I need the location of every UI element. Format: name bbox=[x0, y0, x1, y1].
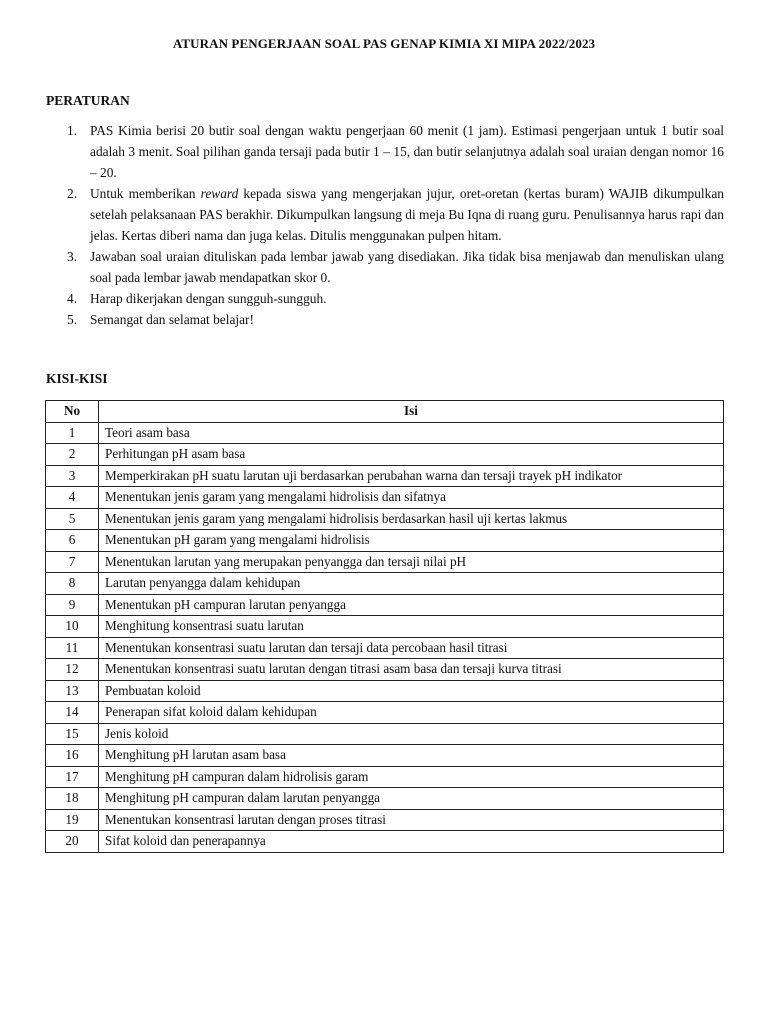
kisi-heading: KISI-KISI bbox=[46, 371, 108, 386]
row-content-cell: Menentukan jenis garam yang mengalami hidrolisis dan sifatnya bbox=[99, 487, 724, 509]
kisi-table bbox=[45, 400, 724, 853]
row-content-cell: Pembuatan koloid bbox=[99, 680, 724, 702]
row-number-cell: 5 bbox=[46, 508, 99, 530]
row-content-cell: Sifat koloid dan penerapannya bbox=[99, 831, 724, 853]
rule-text bbox=[90, 309, 724, 330]
row-content-cell: Perhitungan pH asam basa bbox=[99, 444, 724, 466]
row-number-cell: 8 bbox=[46, 573, 99, 595]
rule-text bbox=[90, 183, 724, 246]
table-row bbox=[46, 551, 724, 573]
rule-text-segment: Semangat dan selamat belajar! bbox=[90, 312, 254, 327]
rule-text bbox=[90, 120, 724, 183]
table-row bbox=[46, 616, 724, 638]
row-number-cell: 16 bbox=[46, 745, 99, 767]
table-row bbox=[46, 573, 724, 595]
table-header-row bbox=[46, 401, 724, 423]
row-content-cell: Menentukan konsentrasi suatu larutan dan tersaji data percobaan hasil titrasi bbox=[99, 637, 724, 659]
row-number-cell: 2 bbox=[46, 444, 99, 466]
row-content-cell: Menghitung pH campuran dalam larutan penyangga bbox=[99, 788, 724, 810]
table-row bbox=[46, 680, 724, 702]
row-content-cell: Menghitung pH campuran dalam hidrolisis garam bbox=[99, 766, 724, 788]
table-row bbox=[46, 745, 724, 767]
row-content-cell: Memperkirakan pH suatu larutan uji berdasarkan perubahan warna dan tersaji trayek pH indikator bbox=[99, 465, 724, 487]
rule-text-segment: Jawaban soal uraian dituliskan pada lembar jawab yang disediakan. Jika tidak bisa menjawab dan menuliskan ulang soal pada lembar jawab mendapatkan skor 0. bbox=[90, 249, 724, 285]
row-content-cell: Menentukan jenis garam yang mengalami hidrolisis berdasarkan hasil uji kertas lakmus bbox=[99, 508, 724, 530]
column-header-isi: Isi bbox=[99, 401, 724, 423]
row-number-cell: 19 bbox=[46, 809, 99, 831]
rule-item bbox=[46, 288, 724, 309]
rules-heading: PERATURAN bbox=[46, 93, 130, 108]
table-row bbox=[46, 637, 724, 659]
kisi-table-body bbox=[46, 422, 724, 852]
rule-text-segment: kepada siswa yang mengerjakan jujur, oret-oretan (kertas buram) WAJIB dikumpulkan setelah pelaksanaan PAS berakhir. Dikumpulkan langsung di meja Bu Iqna di ruang guru. Penulisannya harus rapi dan jelas. Kertas diberi nama dan juga kelas. Ditulis menggunakan pulpen hitam. bbox=[90, 186, 724, 243]
rule-item bbox=[46, 246, 724, 288]
rules-list bbox=[46, 120, 724, 330]
row-number-cell: 20 bbox=[46, 831, 99, 853]
table-row bbox=[46, 788, 724, 810]
row-number-cell: 10 bbox=[46, 616, 99, 638]
rule-text bbox=[90, 288, 724, 309]
column-header-no: No bbox=[46, 401, 99, 423]
rule-item bbox=[46, 309, 724, 330]
table-row bbox=[46, 487, 724, 509]
table-row bbox=[46, 831, 724, 853]
row-number-cell: 15 bbox=[46, 723, 99, 745]
row-number-cell: 18 bbox=[46, 788, 99, 810]
row-number-cell: 12 bbox=[46, 659, 99, 681]
row-content-cell: Menghitung konsentrasi suatu larutan bbox=[99, 616, 724, 638]
row-content-cell: Menentukan pH garam yang mengalami hidrolisis bbox=[99, 530, 724, 552]
table-row bbox=[46, 444, 724, 466]
table-row bbox=[46, 702, 724, 724]
table-row bbox=[46, 465, 724, 487]
row-content-cell: Menentukan konsentrasi suatu larutan dengan titrasi asam basa dan tersaji kurva titrasi bbox=[99, 659, 724, 681]
rule-number: 4. bbox=[67, 291, 78, 306]
row-number-cell: 4 bbox=[46, 487, 99, 509]
rule-item bbox=[46, 183, 724, 246]
row-number-cell: 7 bbox=[46, 551, 99, 573]
row-content-cell: Menghitung pH larutan asam basa bbox=[99, 745, 724, 767]
row-content-cell: Menentukan konsentrasi larutan dengan proses titrasi bbox=[99, 809, 724, 831]
rule-number: 2. bbox=[67, 186, 78, 201]
row-number-cell: 13 bbox=[46, 680, 99, 702]
row-content-cell: Teori asam basa bbox=[99, 422, 724, 444]
row-number-cell: 17 bbox=[46, 766, 99, 788]
rule-number: 3. bbox=[67, 249, 78, 264]
rule-number: 1. bbox=[67, 123, 78, 138]
rule-text-segment: Untuk memberikan bbox=[90, 186, 201, 201]
table-row bbox=[46, 809, 724, 831]
row-content-cell: Jenis koloid bbox=[99, 723, 724, 745]
document-title: ATURAN PENGERJAAN SOAL PAS GENAP KIMIA XI MIPA 2022/2023 bbox=[172, 36, 596, 51]
rule-text-italic: reward bbox=[200, 186, 239, 201]
row-number-cell: 1 bbox=[46, 422, 99, 444]
table-row bbox=[46, 723, 724, 745]
row-number-cell: 6 bbox=[46, 530, 99, 552]
table-row bbox=[46, 530, 724, 552]
table-row bbox=[46, 766, 724, 788]
row-content-cell: Penerapan sifat koloid dalam kehidupan bbox=[99, 702, 724, 724]
row-number-cell: 3 bbox=[46, 465, 99, 487]
rule-text-segment: PAS Kimia berisi 20 butir soal dengan waktu pengerjaan 60 menit (1 jam). Estimasi pengerjaan untuk 1 butir soal adalah 3 menit. Soal pilihan ganda tersaji pada butir 1 – 15, dan butir selanjutnya adalah soal uraian dengan nomor 16 – 20. bbox=[90, 123, 724, 180]
row-content-cell: Menentukan pH campuran larutan penyangga bbox=[99, 594, 724, 616]
table-row bbox=[46, 659, 724, 681]
rule-number: 5. bbox=[67, 312, 78, 327]
row-number-cell: 9 bbox=[46, 594, 99, 616]
row-content-cell: Menentukan larutan yang merupakan penyangga dan tersaji nilai pH bbox=[99, 551, 724, 573]
table-row bbox=[46, 594, 724, 616]
rule-item bbox=[46, 120, 724, 183]
table-row bbox=[46, 508, 724, 530]
row-content-cell: Larutan penyangga dalam kehidupan bbox=[99, 573, 724, 595]
rule-text-segment: Harap dikerjakan dengan sungguh-sungguh. bbox=[90, 291, 327, 306]
row-number-cell: 11 bbox=[46, 637, 99, 659]
rule-text bbox=[90, 246, 724, 288]
table-row bbox=[46, 422, 724, 444]
row-number-cell: 14 bbox=[46, 702, 99, 724]
